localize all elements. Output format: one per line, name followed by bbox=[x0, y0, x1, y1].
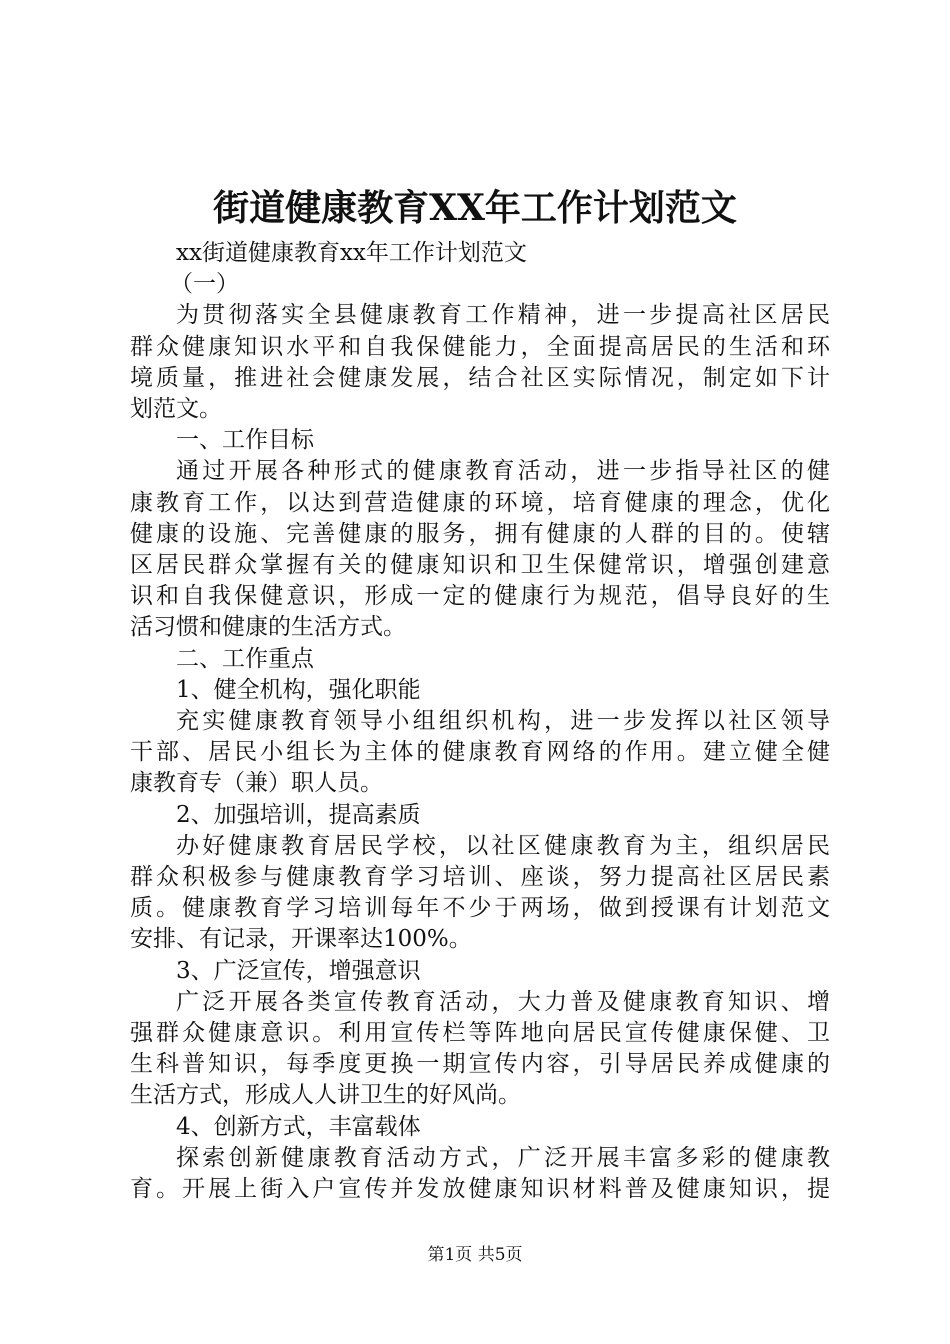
text-line: 区居民群众掌握有关的健康知识和卫生保健常识，增强创建意 bbox=[130, 552, 830, 579]
text-line: 群众健康知识水平和自我保健能力，全面提高居民的生活和环 bbox=[130, 333, 830, 360]
text-line: 1、健全机构，强化职能 bbox=[176, 676, 421, 703]
text-line: 活习惯和健康的生活方式。 bbox=[130, 614, 406, 641]
text-line: 划范文。 bbox=[130, 396, 222, 423]
text-line: 强群众健康意识。利用宣传栏等阵地向居民宣传健康保健、卫 bbox=[130, 1020, 830, 1047]
text-line: 充实健康教育领导小组组织机构，进一步发挥以社区领导 bbox=[176, 708, 830, 735]
text-line: 2、加强培训，提高素质 bbox=[176, 801, 421, 828]
text-line: 识和自我保健意识，形成一定的健康行为规范，倡导良好的生 bbox=[130, 583, 830, 610]
text-line: 质。健康教育学习培训每年不少于两场，做到授课有计划范文 bbox=[130, 895, 830, 922]
text-line: 二、工作重点 bbox=[176, 645, 314, 672]
text-line: 一、工作目标 bbox=[176, 427, 314, 454]
page-footer: 第1页 共5页 bbox=[427, 1245, 523, 1265]
text-line: 3、广泛宣传，增强意识 bbox=[176, 957, 421, 984]
text-line: 生活方式，形成人人讲卫生的好风尚。 bbox=[130, 1082, 521, 1109]
text-line: 4、创新方式，丰富载体 bbox=[176, 1113, 421, 1140]
text-line: 群众积极参与健康教育学习培训、座谈，努力提高社区居民素 bbox=[130, 864, 830, 891]
text-line: 干部、居民小组长为主体的健康教育网络的作用。建立健全健 bbox=[130, 739, 830, 766]
text-line: 为贯彻落实全县健康教育工作精神，进一步提高社区居民 bbox=[176, 302, 830, 329]
text-line: 办好健康教育居民学校，以社区健康教育为主，组织居民 bbox=[176, 832, 830, 859]
text-line: 通过开展各种形式的健康教育活动，进一步指导社区的健 bbox=[176, 458, 830, 485]
document-body bbox=[130, 238, 830, 1205]
text-line: 康教育专（兼）职人员。 bbox=[130, 770, 383, 797]
text-line: （一） bbox=[170, 271, 239, 298]
text-line: xx街道健康教育xx年工作计划范文 bbox=[176, 240, 527, 266]
text-line: 生科普知识，每季度更换一期宣传内容，引导居民养成健康的 bbox=[130, 1051, 830, 1078]
document-title: 街道健康教育XX年工作计划范文 bbox=[213, 187, 737, 229]
text-line: 育。开展上街入户宣传并发放健康知识材料普及健康知识，提 bbox=[130, 1176, 830, 1203]
text-line: 广泛开展各类宣传教育活动，大力普及健康教育知识、增 bbox=[176, 988, 830, 1015]
text-line: 康教育工作，以达到营造健康的环境，培育健康的理念，优化 bbox=[130, 489, 830, 516]
text-line: 探索创新健康教育活动方式，广泛开展丰富多彩的健康教 bbox=[176, 1144, 830, 1171]
text-line: 健康的设施、完善健康的服务，拥有健康的人群的目的。使辖 bbox=[130, 520, 830, 547]
text-line: 境质量，推进社会健康发展，结合社区实际情况，制定如下计 bbox=[130, 364, 830, 391]
text-line: 安排、有记录，开课率达100%。 bbox=[130, 926, 472, 953]
